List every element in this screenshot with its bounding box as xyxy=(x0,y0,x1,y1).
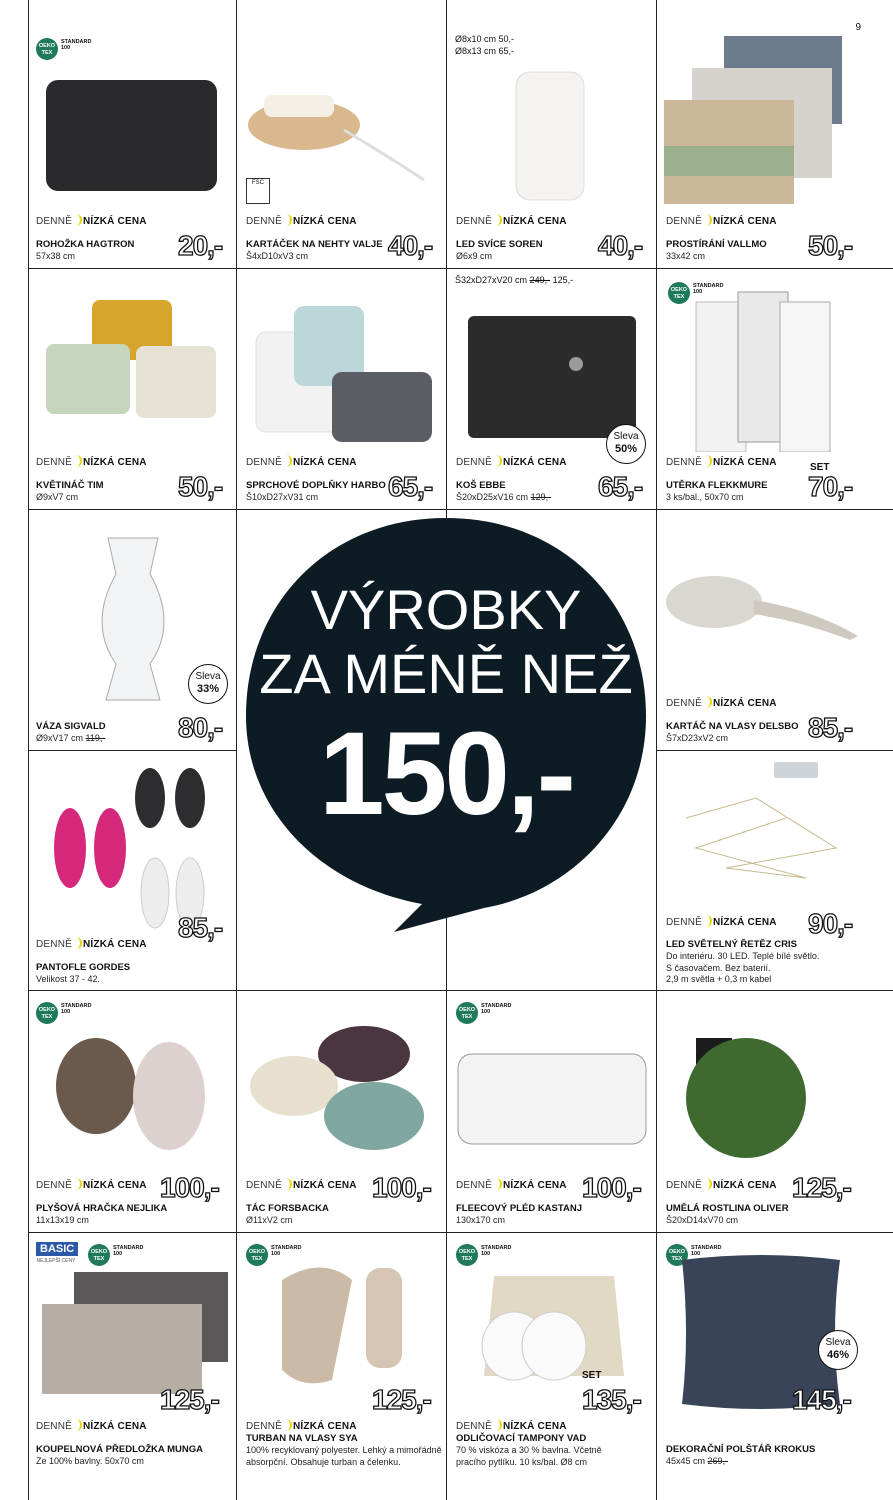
oeko-tex-logo: OEKO TEX STANDARD 100 xyxy=(666,1244,724,1270)
low-price-badge: DENNĚ NÍZKÁ CENA xyxy=(666,457,777,468)
discount-badge: Sleva 50% xyxy=(606,424,646,464)
oeko-tex-logo: OEKO TEX STANDARD 100 xyxy=(88,1244,146,1270)
grid-line xyxy=(28,990,893,991)
low-price-badge: DENNĚ NÍZKÁ CENA xyxy=(666,698,777,709)
product-desc: Ze 100% bavlny. 50x70 cm xyxy=(36,1456,144,1466)
low-price-badge: DENNĚ NÍZKÁ CENA xyxy=(456,457,567,468)
low-price-badge: DENNĚ NÍZKÁ CENA xyxy=(246,457,357,468)
hairbrush-image xyxy=(664,570,864,640)
low-price-badge: DENNĚ NÍZKÁ CENA xyxy=(456,1180,567,1191)
bath-mat-image xyxy=(40,1270,230,1395)
low-price-badge: DENNĚ NÍZKÁ CENA xyxy=(36,1421,147,1432)
product-name: PANTOFLE GORDES xyxy=(36,962,131,973)
promo-price: 150,- xyxy=(319,708,573,840)
price: 100,- xyxy=(372,1172,431,1203)
price: 100,- xyxy=(582,1172,641,1203)
shower-caddy-image xyxy=(250,276,440,446)
price: 40,- xyxy=(388,230,433,261)
hair-turban-image xyxy=(262,1260,422,1400)
product-desc: Ø9xV17 cm 119,- xyxy=(36,733,106,743)
basic-logo: BASIC xyxy=(36,1242,78,1256)
grid-line xyxy=(28,750,236,751)
product-desc: Š7xD23xV2 cm xyxy=(666,733,729,743)
oeko-tex-logo: OEKO TEX STANDARD 100 xyxy=(246,1244,304,1270)
page-number: 9 xyxy=(855,22,861,33)
oeko-tex-logo: OEKO TEX STANDARD 100 xyxy=(668,282,726,308)
low-price-badge: DENNĚ NÍZKÁ CENA xyxy=(666,216,777,227)
price: 100,- xyxy=(160,1172,219,1203)
grid-line xyxy=(28,268,893,269)
product-desc: Ø11xV2 cm xyxy=(246,1215,293,1225)
low-price-badge: DENNĚ NÍZKÁ CENA xyxy=(456,1421,567,1432)
price: 125,- xyxy=(372,1384,431,1415)
price: 85,- xyxy=(808,712,853,743)
product-desc: 3 ks/bal., 50x70 cm xyxy=(666,492,744,502)
product-name: LED SVĚTELNÝ ŘETĚZ CRIS xyxy=(666,939,797,950)
product-name: TÁC FORSBACKA xyxy=(246,1203,329,1214)
product-name: UTĚRKA FLEKKMURE xyxy=(666,480,768,491)
oeko-tex-logo: OEKO TEX STANDARD 100 xyxy=(36,1002,94,1028)
price: 135,- xyxy=(582,1384,641,1415)
price: 125,- xyxy=(160,1384,219,1415)
artificial-plant-image xyxy=(676,998,846,1168)
set-label: SET xyxy=(810,462,830,473)
price: 65,- xyxy=(598,471,643,502)
price: 40,- xyxy=(598,230,643,261)
discount-badge: Sleva 33% xyxy=(188,664,228,704)
product-desc: Ø9xV7 cm xyxy=(36,492,79,502)
product-desc: 57x38 cm xyxy=(36,251,76,261)
grid-line xyxy=(236,0,237,1500)
tea-towel-image xyxy=(694,282,834,452)
product-desc: Do interiéru. 30 LED. Teplé bílé světlo. S časovačem. Bez baterií. 2,9 m světla + 0,3 m kabel xyxy=(666,951,820,984)
grid-line xyxy=(28,1232,893,1233)
low-price-badge: DENNĚ NÍZKÁ CENA xyxy=(456,216,567,227)
variant-price: Ø8x13 cm 65,- xyxy=(455,46,515,56)
oeko-tex-logo: OEKO TEX STANDARD 100 xyxy=(456,1244,514,1270)
set-label: SET xyxy=(582,1370,602,1381)
fleece-throw-image xyxy=(456,1044,648,1148)
promo-line2: ZA MÉNĚ NEŽ xyxy=(259,642,633,705)
promo-line1: VÝROBKY xyxy=(310,578,582,641)
oeko-tex-logo: OEKO TEX STANDARD 100 xyxy=(36,38,94,64)
low-price-badge: DENNĚ NÍZKÁ CENA xyxy=(666,1180,777,1191)
placemat-image xyxy=(664,36,844,206)
product-name: ODLIČOVACÍ TAMPONY VAD xyxy=(456,1433,587,1444)
nail-brush-image xyxy=(244,80,439,195)
fsc-logo: FSC xyxy=(246,178,270,204)
price: 65,- xyxy=(388,471,433,502)
product-desc: 45x45 cm 269,- xyxy=(666,1456,729,1466)
product-name: VÁZA SIGVALD xyxy=(36,721,106,732)
oeko-tex-logo: OEKO TEX STANDARD 100 xyxy=(456,1002,514,1028)
product-desc: 11x13x19 cm xyxy=(36,1215,89,1225)
price: 50,- xyxy=(808,230,853,261)
price: 50,- xyxy=(178,471,223,502)
slippers-image xyxy=(30,758,210,933)
low-price-badge: DENNĚ NÍZKÁ CENA xyxy=(36,1180,147,1191)
low-price-badge: DENNĚ NÍZKÁ CENA xyxy=(36,939,147,950)
product-desc: 130x170 cm xyxy=(456,1215,506,1225)
low-price-badge: DENNĚ NÍZKÁ CENA xyxy=(246,216,357,227)
product-name: SPRCHOVÉ DOPLŇKY HARBO xyxy=(246,480,386,491)
grid-line xyxy=(28,509,893,510)
product-desc: 100% recyklovaný polyester. Lehký a mimořádně absorpční. Obsahuje turban a čelenku. xyxy=(246,1445,442,1467)
variant-price: Ø8x10 cm 50,- xyxy=(455,34,515,44)
product-name: PROSTÍRÁNÍ VALLMO xyxy=(666,239,767,250)
variant-price: Š32xD27xV20 cm 249,- 125,- xyxy=(455,275,574,285)
product-name: ROHOŽKA HAGTRON xyxy=(36,239,135,250)
plush-toys-image xyxy=(44,1026,214,1156)
product-name: UMĚLÁ ROSTLINA OLIVER xyxy=(666,1203,789,1214)
product-name: KARTÁČ NA VLASY DELSBO xyxy=(666,721,799,732)
low-price-badge: DENNĚ NÍZKÁ CENA xyxy=(36,216,147,227)
low-price-badge: DENNĚ NÍZKÁ CENA xyxy=(666,917,777,928)
product-name: FLEECOVÝ PLÉD KASTANJ xyxy=(456,1203,582,1214)
product-name: KVĚTINÁČ TIM xyxy=(36,480,104,491)
product-name: PLYŠOVÁ HRAČKA NEJLIKA xyxy=(36,1203,168,1214)
product-name: KARTÁČEK NA NEHTY VALJE xyxy=(246,239,383,250)
price: 145,- xyxy=(792,1384,851,1415)
flower-pot-image xyxy=(42,296,222,426)
price: 85,- xyxy=(178,912,223,943)
product-desc: Velikost 37 - 42. xyxy=(36,974,101,984)
product-desc: 70 % viskóza a 30 % bavlna. Včetně pracího pytlíku. 10 ks/bal. Ø8 cm xyxy=(456,1445,602,1467)
led-candle-image xyxy=(510,64,590,204)
low-price-badge: DENNĚ NÍZKÁ CENA xyxy=(36,457,147,468)
low-price-badge: DENNĚ NÍZKÁ CENA xyxy=(246,1421,357,1432)
price: 125,- xyxy=(792,1172,851,1203)
product-desc: Ø6x9 cm xyxy=(456,251,493,261)
price: 20,- xyxy=(178,230,223,261)
low-price-badge: DENNĚ NÍZKÁ CENA xyxy=(246,1180,357,1191)
basic-subtitle: NEJLEPŠÍ CENY xyxy=(36,1258,76,1264)
product-desc: Š10xD27xV31 cm xyxy=(246,492,319,502)
product-name: TURBAN NA VLASY SYA xyxy=(246,1433,358,1444)
product-name: LED SVÍCE SOREN xyxy=(456,239,543,250)
price: 70,- xyxy=(808,471,853,502)
grid-line xyxy=(656,750,893,751)
price: 80,- xyxy=(178,712,223,743)
product-desc: Š20xD25xV16 cm 129,- xyxy=(456,492,552,502)
vase-image xyxy=(88,534,178,704)
product-desc: Š20xD14xV70 cm xyxy=(666,1215,739,1225)
product-name: KOUPELNOVÁ PŘEDLOŽKA MUNGA xyxy=(36,1444,203,1455)
product-desc: 33x42 cm xyxy=(666,251,706,261)
cotton-pads-image xyxy=(474,1266,634,1386)
doormat-image xyxy=(44,78,219,193)
product-name: DEKORAČNÍ POLŠTÁŘ KROKUS xyxy=(666,1444,816,1455)
led-string-image xyxy=(666,758,856,888)
price: 90,- xyxy=(808,908,853,939)
discount-badge: Sleva 46% xyxy=(818,1330,858,1370)
basket-image xyxy=(466,314,638,440)
product-desc: Š4xD10xV3 cm xyxy=(246,251,309,261)
tray-image xyxy=(244,1020,439,1155)
product-name: KOŠ EBBE xyxy=(456,480,506,491)
